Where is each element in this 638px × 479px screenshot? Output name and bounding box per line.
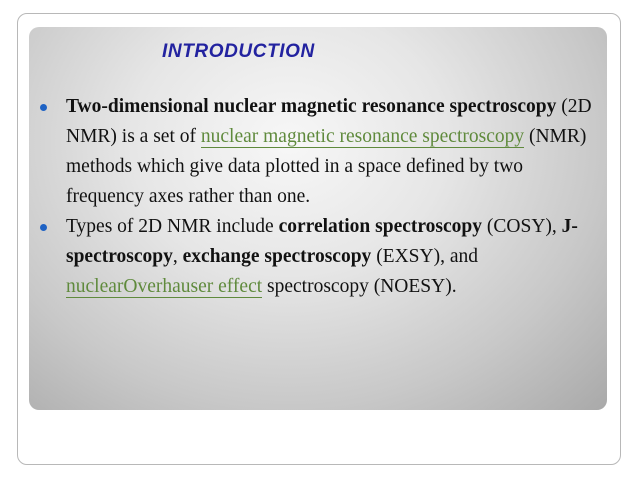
bullet-text-bold: J-spectroscopy xyxy=(66,216,578,267)
bullet-dot-icon xyxy=(40,104,47,111)
bullet-dot-icon xyxy=(40,224,47,231)
bullet-text: Types of 2D NMR include xyxy=(66,216,279,237)
bullet-text-bold: correlation spectroscopy xyxy=(278,216,483,237)
noe-link[interactable]: nuclearOverhauser effect xyxy=(66,276,263,297)
bullet-text: , xyxy=(172,246,183,267)
bullet-text-bold: exchange spectroscopy xyxy=(182,246,372,267)
bullet-text: spectroscopy (NOESY). xyxy=(262,276,457,297)
bullet-text: (EXSY), and xyxy=(371,246,479,267)
bullet-text: (NMR) methods which give data plotted in a space defined by two frequency axes rather than one. xyxy=(66,126,587,207)
bullet-item xyxy=(38,92,598,212)
bullet-text: (2D NMR) is a set of xyxy=(66,96,592,147)
bullet-text-bold: Two-dimensional nuclear magnetic resonance spectroscopy xyxy=(66,96,557,117)
bullet-item xyxy=(38,212,598,302)
bullet-list xyxy=(38,92,598,302)
nmr-spectroscopy-link[interactable]: nuclear magnetic resonance spectroscopy xyxy=(200,126,525,147)
bullet-text: (COSY), xyxy=(482,216,562,237)
slide-title: INTRODUCTION xyxy=(162,41,315,62)
